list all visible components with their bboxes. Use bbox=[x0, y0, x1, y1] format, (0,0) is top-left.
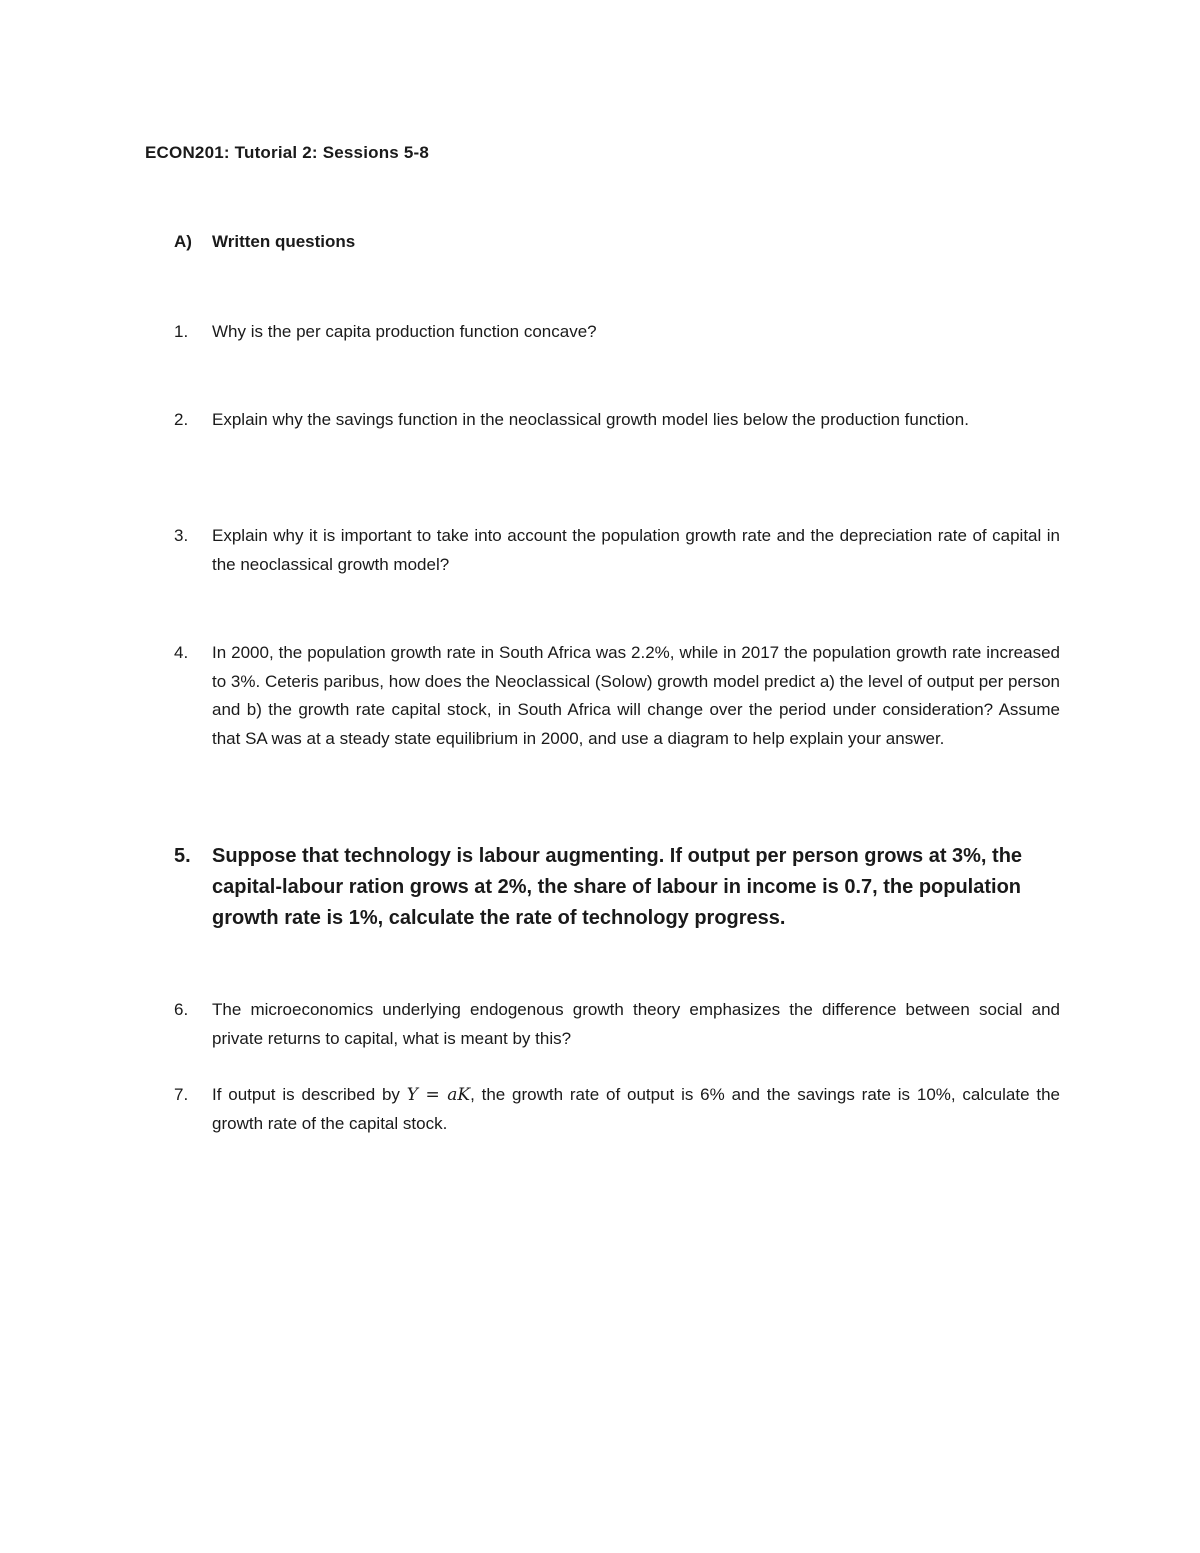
question-4 bbox=[174, 639, 1060, 753]
question-3 bbox=[174, 522, 1060, 579]
question-7 bbox=[174, 1081, 1060, 1138]
question-text: Explain why the savings function in the neoclassical growth model lies below the production function. bbox=[212, 410, 969, 429]
question-number: 4. bbox=[174, 643, 189, 662]
question-text: Why is the per capita production function concave? bbox=[212, 322, 597, 341]
question-text bbox=[212, 1081, 1060, 1138]
question-text: Suppose that technology is labour augmenting. If output per person grows at 3%, the capital-labour ration grows at 2%, the share of labour in income is 0.7, the population growth rate is 1%, calculate the rate of technology progress. bbox=[212, 845, 1023, 929]
question-text-before: If output is described by bbox=[212, 1085, 407, 1104]
question-text: Explain why it is important to take into account the population growth rate and the depreciation rate of capital in the neoclassical growth model? bbox=[212, 526, 1060, 574]
math-formula: Y = aK bbox=[406, 1085, 471, 1105]
question-text: In 2000, the population growth rate in South Africa was 2.2%, while in 2017 the population growth rate increased to 3%. Ceteris paribus, how does the Neoclassical (Solow) growth model predict a) the level of output per person and b) the growth rate capital stock, in South Africa will change over the period under consideration? Assume that SA was at a steady state equilibrium in 2000, and use a diagram to help explain your answer. bbox=[212, 643, 1060, 748]
question-5 bbox=[174, 841, 1060, 934]
document-title: ECON201: Tutorial 2: Sessions 5-8 bbox=[145, 143, 430, 162]
question-number: 3. bbox=[174, 526, 189, 545]
question-6 bbox=[174, 996, 1060, 1053]
section-title: Written questions bbox=[212, 232, 356, 251]
question-number: 2. bbox=[174, 410, 189, 429]
question-text: The microeconomics underlying endogenous growth theory emphasizes the difference between social and private returns to capital, what is meant by this? bbox=[212, 1000, 1060, 1048]
question-text-after: , the growth rate of output is 6% and the savings rate is 10%, calculate the growth rate of the capital stock. bbox=[212, 1085, 1060, 1133]
question-number: 1. bbox=[174, 322, 189, 341]
question-number: 7. bbox=[174, 1085, 189, 1104]
question-2 bbox=[174, 406, 1060, 435]
question-number: 5. bbox=[174, 845, 191, 867]
section-heading bbox=[174, 232, 355, 252]
question-number: 6. bbox=[174, 1000, 189, 1019]
section-label: A) bbox=[174, 232, 192, 251]
question-1 bbox=[174, 318, 1060, 347]
